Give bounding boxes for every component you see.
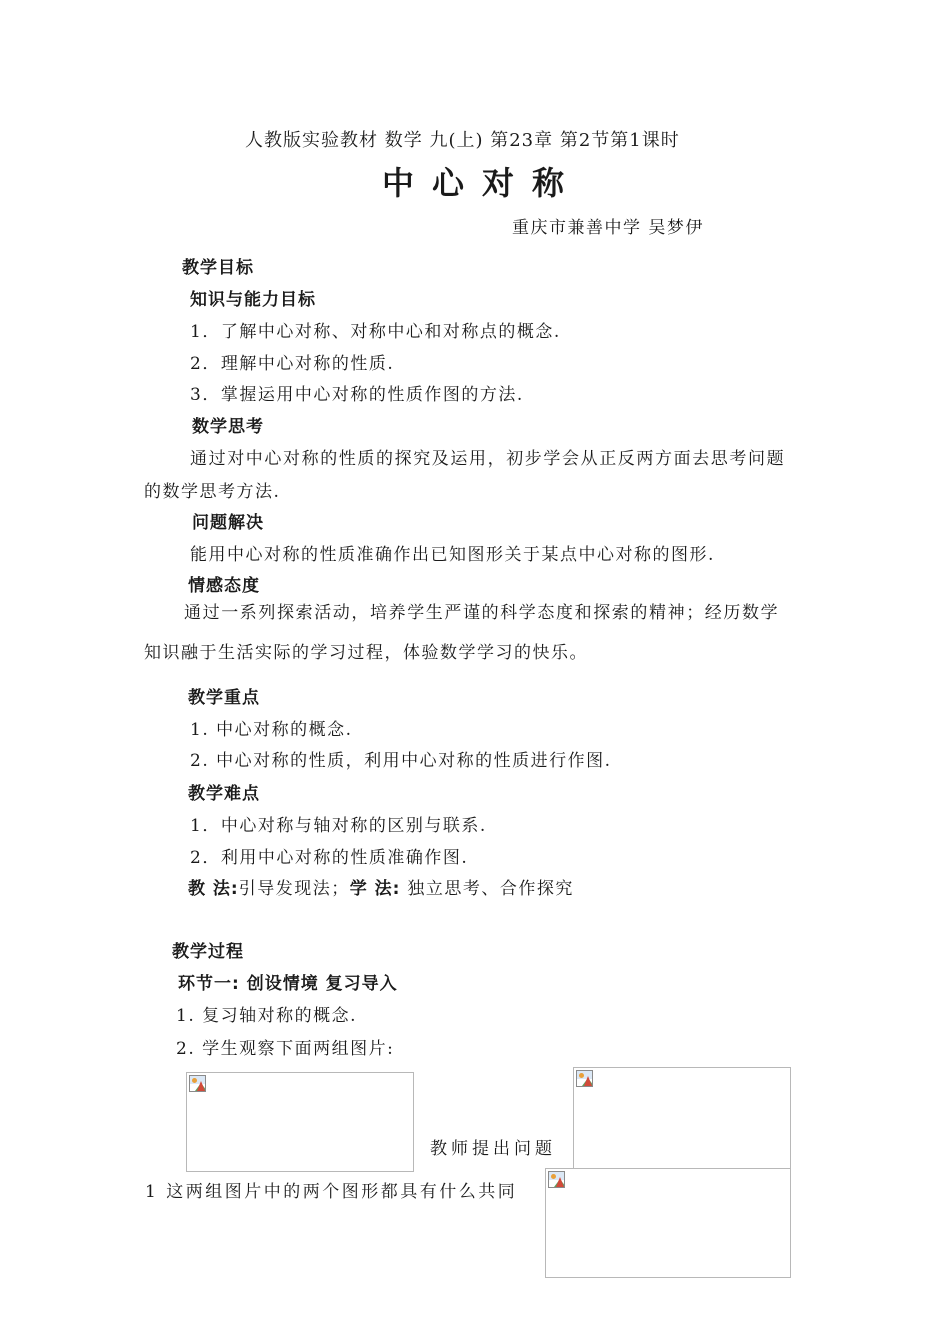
knowledge-heading: 知识与能力目标 <box>190 290 316 310</box>
learn-method-value: 独立思考、合作探究 <box>400 879 574 899</box>
broken-image-icon <box>576 1070 593 1087</box>
author-line: 重庆市兼善中学 吴梦伊 <box>512 218 704 238</box>
difficulty-item: 1．中心对称与轴对称的区别与联系. <box>190 816 487 836</box>
process-item: 2. 学生观察下面两组图片: <box>176 1039 395 1059</box>
document-subtitle: 人教版实验教材 数学 九(上) 第23章 第2节第1课时 <box>245 130 680 151</box>
keypoints-heading: 教学重点 <box>188 688 260 708</box>
step1-heading: 环节一: 创设情境 复习导入 <box>178 974 398 994</box>
teach-method-label: 教 法: <box>188 879 239 899</box>
emotion-text-cont: 知识融于生活实际的学习过程，体验数学学习的快乐。 <box>144 643 588 663</box>
problem-heading: 问题解决 <box>192 513 264 533</box>
image-placeholder-2 <box>573 1067 791 1169</box>
keypoint-item: 2. 中心对称的性质，利用中心对称的性质进行作图. <box>190 751 612 771</box>
emotion-text: 通过一系列探索活动，培养学生严谨的科学态度和探索的精神；经历数学 <box>184 603 780 623</box>
emotion-heading: 情感态度 <box>188 576 260 596</box>
broken-image-icon <box>189 1075 206 1092</box>
question-1: 1 这两组图片中的两个图形都具有什么共同 <box>145 1182 518 1202</box>
goals-heading: 教学目标 <box>182 258 254 278</box>
knowledge-item: 2．理解中心对称的性质. <box>190 354 395 374</box>
problem-text: 能用中心对称的性质准确作出已知图形关于某点中心对称的图形. <box>190 545 715 565</box>
knowledge-item: 3．掌握运用中心对称的性质作图的方法. <box>190 385 524 405</box>
image-placeholder-1 <box>186 1072 414 1172</box>
methods-line <box>188 874 574 899</box>
knowledge-item: 1．了解中心对称、对称中心和对称点的概念. <box>190 322 561 342</box>
page-title: 中心对称 <box>382 164 583 202</box>
difficulties-heading: 教学难点 <box>188 784 260 804</box>
teach-method-value: 引导发现法； <box>238 879 350 899</box>
image-placeholder-3 <box>545 1168 791 1278</box>
process-heading: 教学过程 <box>172 942 244 962</box>
difficulty-item: 2．利用中心对称的性质准确作图. <box>190 848 469 868</box>
learn-method-label: 学 法: <box>349 879 401 899</box>
keypoint-item: 1. 中心对称的概念. <box>190 720 353 740</box>
thinking-heading: 数学思考 <box>192 417 264 437</box>
thinking-text-cont: 的数学思考方法. <box>144 482 281 502</box>
thinking-text: 通过对中心对称的性质的探究及运用，初步学会从正反两方面去思考问题 <box>190 449 786 469</box>
teacher-question: 教师提出问题 <box>430 1139 556 1159</box>
process-item: 1. 复习轴对称的概念. <box>176 1006 358 1026</box>
broken-image-icon <box>548 1171 565 1188</box>
